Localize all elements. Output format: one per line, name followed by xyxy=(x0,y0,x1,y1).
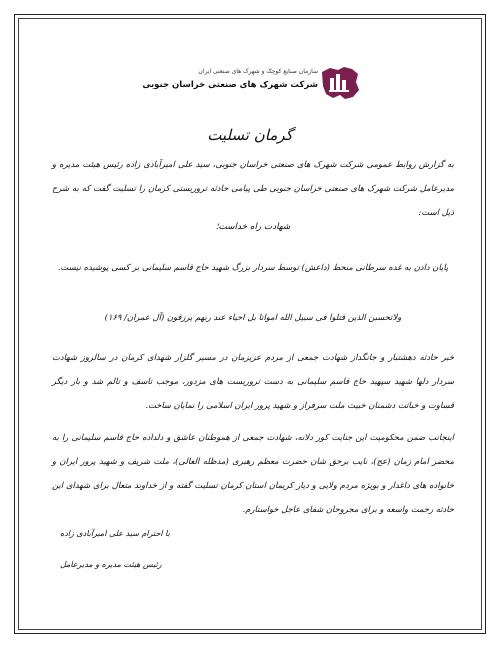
quran-verse: ولاتحسبن الذین قتلوا فی سبیل الله امواتا بل احیاء عند ربهم یرزقون (آل عمران/ ۱۶۹) xyxy=(104,312,402,322)
intro-paragraph: به گزارش روابط عمومی شرکت شهرک های صنعتی خراسان جنوبی، سید علی امیرآبادی زاده رئیس هیئت مدیره و مدیرعامل شرکت شهرک های صنعتی خراسان جنوبی طی پیامی حادثه تروریستی کرمان را تسلیت گفت که به شرح ذیل است: xyxy=(52,159,454,217)
signature-name: با احترام سید علی امیرآبادی زاده xyxy=(60,529,170,538)
letterhead xyxy=(142,62,360,106)
page-title: گرمان تسلیت xyxy=(207,126,293,144)
body-paragraph-2: اینجانب ضمن محکومیت این جنایت کور دلانه، شهادت جمعی از هموطنان عاشق و دلداده حاج قاسم سلیمانی را به محضر امام زمان (عج)، نایب برحق شان حضرت معظم رهبری (مدظله العالی)، ملت شریف و شهید پرور ایران و خانواده های داغدار و بویژه مردم ولایی و دیار کریمان استان کرمان تسلیت گفته و از خداوند متعال برای شهدای این حادثه رحمت واسعه و برای مجروحان شفای عاجل خواستارم. xyxy=(52,432,454,514)
org-parent-name: سازمان صنایع کوچک و شهرک های صنعتی ایران xyxy=(198,68,318,75)
org-name: شرکت شهرک های صنعتی خراسان جنوبی xyxy=(142,80,318,90)
company-logo-icon xyxy=(320,64,360,102)
subtitle: شهادت راه خداست؛ xyxy=(215,222,291,232)
page-border xyxy=(14,14,486,634)
centered-statement: پایان دادن به غده سرطانی منحط (داعش) توسط سردار بزرگ شهید حاج قاسم سلیمانی بر کسی پوشیده نیست. xyxy=(57,262,449,272)
signature-role: رئیس هیئت مدیره و مدیرعامل xyxy=(60,560,162,569)
body-paragraph-1: خبر حادثه دهشتبار و جانگداز شهادت جمعی از مردم عزیزمان در مسیر گلزار شهدای کرمان در سالروز شهادت سردار دلها شهید سپهبد حاج قاسم سلیمانی به دست تروریست های مزدور، موجب تاسف و تالم شد و بار دیگر قساوت و خباثت دشمنان خبیث ملت سرفراز و شهید پرور ایران اسلامی را نمایان ساخت. xyxy=(52,352,454,410)
